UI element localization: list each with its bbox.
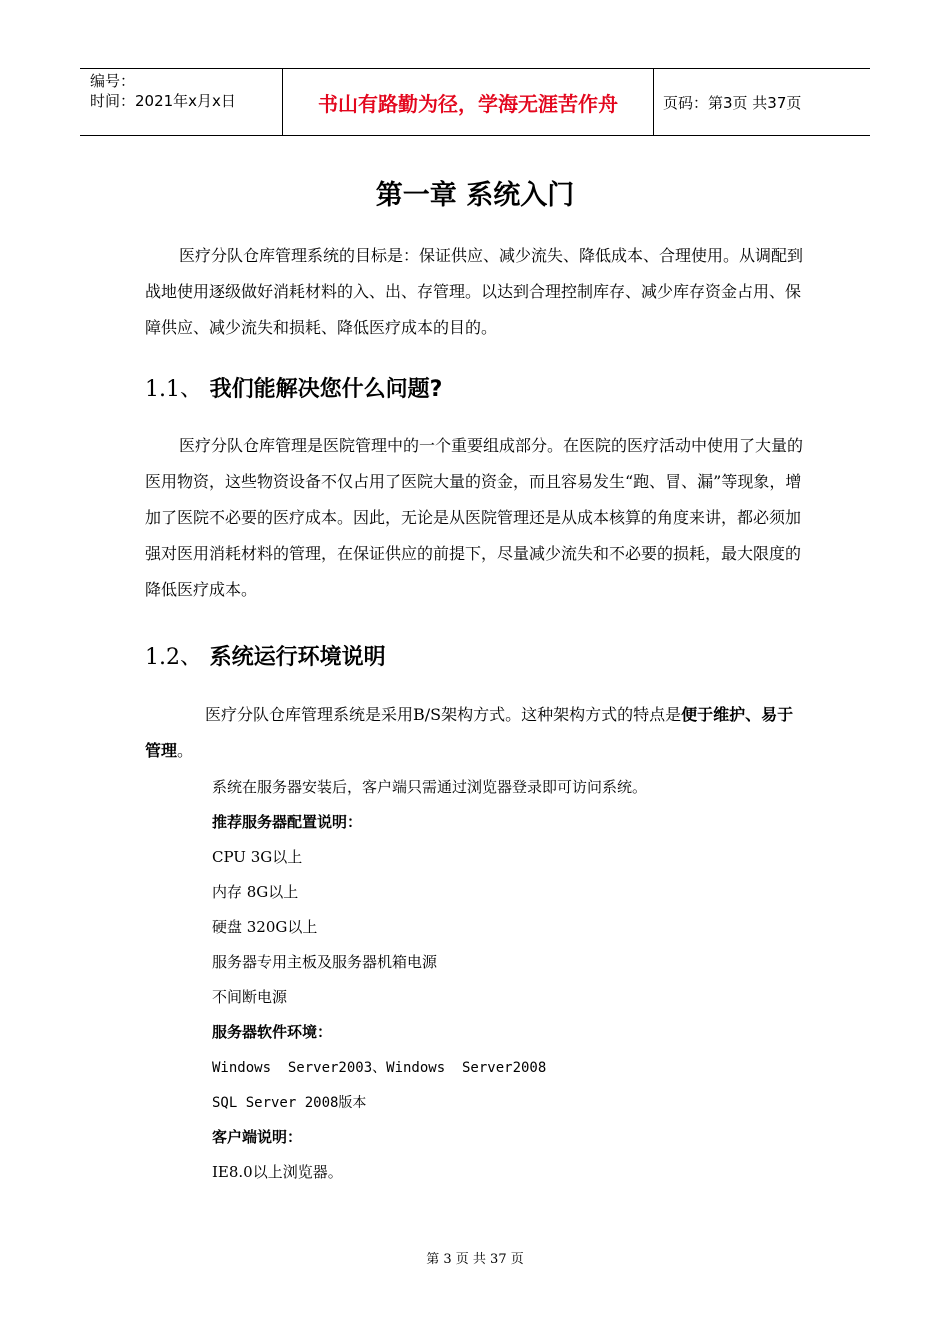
software-env-item: Windows Server2003、Windows Server2008 [212,1060,547,1076]
section-number: 1.1、 [145,377,202,402]
chapter-title: 第一章 系统入门 [375,180,575,211]
client-heading: 客户端说明： [212,1128,303,1146]
intro-paragraph: 医疗分队仓库管理系统的目标是：保证供应、减少流失、降低成本、合理使用。从调配到战地使用逐级做好消耗材料的入、出、存管理。以达到合理控制库存、减少库存资金占用、保障供应、减少流失和损耗、降低医疗成本的目的。 [145,246,804,337]
section1-paragraph: 医疗分队仓库管理是医院管理中的一个重要组成部分。在医院的医疗活动中使用了大量的医用物资，这些物资设备不仅占用了医院大量的资金，而且容易发生“跑、冒、漏”等现象，增加了医院不必要的医疗成本。因此，无论是从医院管理还是从成本核算的角度来讲，都必须加强对医用消耗材料的管理，在保证供应的前提下，尽量减少流失和不必要的损耗，最大限度的降低医疗成本。 [145,436,804,599]
software-env-heading: 服务器软件环境： [212,1023,333,1041]
section-number: 1.2、 [145,645,202,670]
section-title: 系统运行环境说明 [209,645,386,670]
section-heading-1-1 [145,372,442,403]
section2-end: 。 [177,741,194,760]
date-label: 时间：2021年x月x日 [90,92,236,110]
server-config-heading: 推荐服务器配置说明： [212,813,363,831]
section2-paragraph [145,697,805,769]
server-config-item: 硬盘 320G以上 [212,918,318,936]
install-note: 系统在服务器安装后，客户端只需通过浏览器登录即可访问系统。 [212,778,648,796]
code-label: 编号： [90,72,136,90]
section-heading-1-2 [145,640,386,671]
server-config-item: CPU 3G以上 [212,848,303,866]
page-footer: 第 3 页 共 37 页 [426,1252,524,1267]
document-header [80,68,870,136]
header-page-info: 页码：第3页 共37页 [663,93,802,112]
section-title: 我们能解决您什么问题? [209,377,443,402]
software-env-item: SQL Server 2008版本 [212,1095,367,1111]
server-config-item: 内存 8G以上 [212,883,299,901]
server-config-item: 不间断电源 [212,988,288,1006]
section2-emphasis: 便于维护、易于管理 [145,705,794,760]
client-item: IE8.0以上浏览器。 [212,1163,343,1181]
header-meta [80,69,282,135]
header-motto: 书山有路勤为径，学海无涯苦作舟 [282,69,654,135]
server-config-item: 服务器专用主板及服务器机箱电源 [212,953,438,971]
section2-text: 医疗分队仓库管理系统是采用B/S架构方式。这种架构方式的特点是 [205,705,682,724]
